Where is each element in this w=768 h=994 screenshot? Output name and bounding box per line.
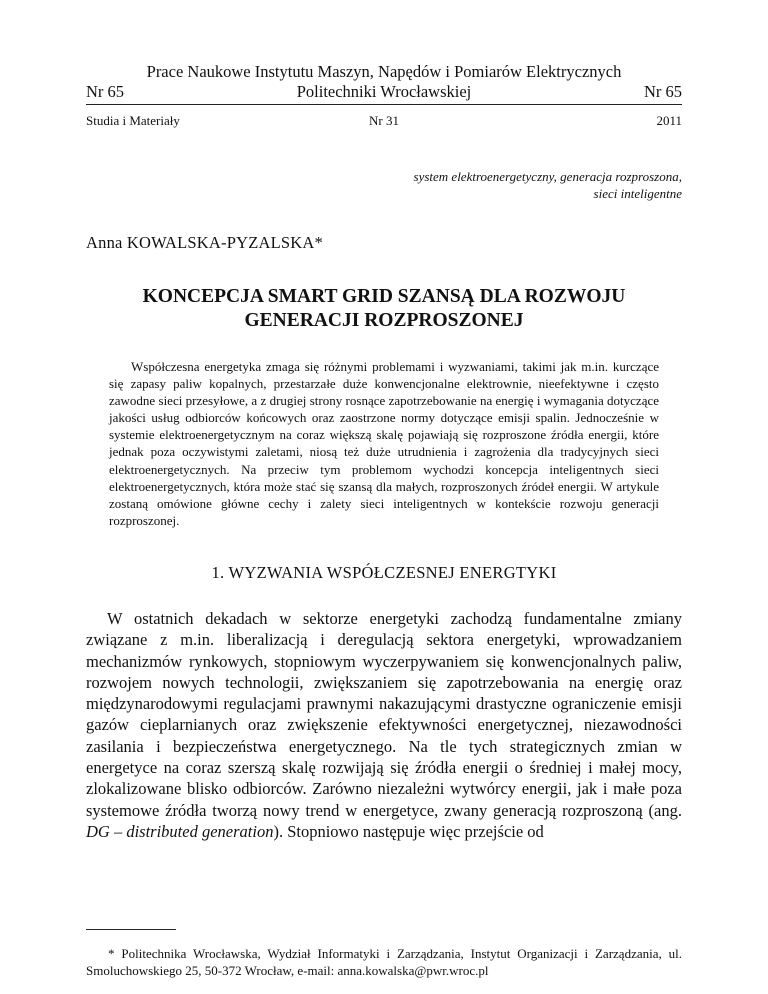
journal-number-right: Nr 65: [643, 82, 682, 101]
series-type: Studia i Materiały: [86, 113, 180, 128]
author-name: Anna KOWALSKA-PYZALSKA*: [86, 233, 323, 252]
body-text-part1: W ostatnich dekadach w sektorze energetyki zachodzą fundamentalne zmiany związane z m.in. liberalizacją i deregulacją sektora energetyki, wprowadzaniem mechanizmów rynkowych, stopniowym wyczerpywaniem się konwencjonalnych paliw, rozwojem nowych technologii, zwiększaniem się zapotrzebowania na energię oraz międzynarodowymi regulacjami prawnymi nakazującymi drastyczne ograniczenie emisji gazów cieplarnianych oraz zwiększenie efektywności energetycznej, niezawodności zasilania i bezpieczeństwa energetycznego. Na tle tych strategicznych zmian w energetyce na coraz szerszą skalę rozwijają się źródła energii o średniej i małej mocy, zlokalizowane blisko odbiorców. Zarówno niezależni wytwórcy energii, jak i małe poza systemowe źródła tworzą nowy trend w energetyce, zwany generacją rozproszoną (ang.: [86, 609, 682, 820]
paper-title-line1: KONCEPCJA SMART GRID SZANSĄ DLA ROZWOJU: [142, 286, 626, 307]
journal-series-line1: Prace Naukowe Instytutu Maszyn, Napędów i Pomiarów Elektrycznych: [146, 62, 622, 81]
keywords: [262, 168, 682, 202]
abstract: Współczesna energetyka zmaga się różnymi problemami i wyzwaniami, takimi jak m.in. kurczące się zapasy paliw kopalnych, przestarzałe duże konwencjonalne elektrownie, nieefektywne i często zawodne sieci przesyłowe, a z drugiej strony rosnące zapotrzebowanie na energię i wymagania dotyczące jakości usług odbiorców końcowych oraz zaostrzone normy dotyczące emisji spalin. Jednocześnie w systemie elektroenergetycznym na coraz większą skalę pojawiają się rozproszone źródła energii, które jednak poza oczywistymi zaletami, niosą też duże utrudnienia i zagrożenia dla tradycyjnych sieci elektroenergetycznych. Na przeciw tym problemom wychodzi koncepcja inteligentnych sieci elektroenergetycznych, która może stać się szansą dla małych, rozproszonych źródeł energii. W artykule zostaną omówione główne cechy i zalety sieci inteligentnych w kontekście rozwoju generacji rozproszonej.: [109, 359, 659, 528]
footnote-divider: [86, 929, 176, 930]
paper-title-line2: GENERACJI ROZPROSZONEJ: [244, 310, 524, 331]
issue-number: Nr 31: [369, 113, 399, 128]
header-divider: [86, 104, 682, 105]
keywords-line2: sieci inteligentne: [593, 186, 682, 201]
body-dg-term: DG – distributed generation: [86, 821, 274, 841]
body-text-part2: ). Stopniowo następuje więc przejście od: [273, 821, 544, 841]
publication-year: 2011: [656, 113, 682, 128]
journal-number-left: Nr 65: [86, 82, 125, 101]
journal-series-line2: Politechniki Wrocławskiej: [296, 82, 472, 101]
footnote: * Politechnika Wrocławska, Wydział Informatyki i Zarządzania, Instytut Organizacji i Zarządzania, ul. Smoluchowskiego 25, 50-372 Wrocław, e-mail: anna.kowalska@pwr.wroc.pl: [86, 946, 682, 978]
section-heading: 1. WYZWANIA WSPÓŁCZESNEJ ENERGTYKI: [211, 563, 557, 582]
paper-title: [86, 285, 682, 333]
keywords-line1: system elektroenergetyczny, generacja rozproszona,: [413, 169, 682, 184]
body-paragraph: [86, 608, 682, 842]
